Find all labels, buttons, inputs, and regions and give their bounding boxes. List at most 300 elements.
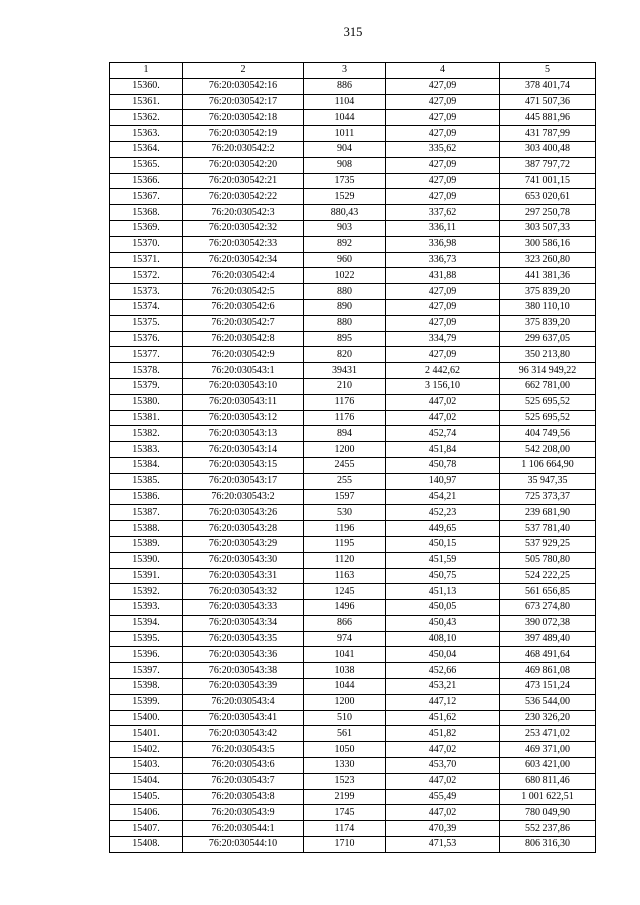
cadastral-value-cell: 741 001,15 xyxy=(500,173,596,189)
specific-value-cell: 427,09 xyxy=(386,157,500,173)
row-number-cell: 15406. xyxy=(110,805,183,821)
cadastral-value-cell: 35 947,35 xyxy=(500,473,596,489)
cadastral-value-cell: 471 507,36 xyxy=(500,94,596,110)
cadastral-value-cell: 542 208,00 xyxy=(500,442,596,458)
cadastral-number-cell: 76:20:030542:32 xyxy=(183,220,304,236)
row-number-cell: 15405. xyxy=(110,789,183,805)
cadastral-value-cell: 469 861,08 xyxy=(500,663,596,679)
cadastral-value-cell: 441 381,36 xyxy=(500,268,596,284)
row-number-cell: 15366. xyxy=(110,173,183,189)
cadastral-value-cell: 561 656,85 xyxy=(500,584,596,600)
table-row xyxy=(110,679,596,695)
cadastral-number-cell: 76:20:030542:8 xyxy=(183,331,304,347)
area-cell: 1330 xyxy=(304,758,386,774)
area-cell: 974 xyxy=(304,631,386,647)
table-row xyxy=(110,742,596,758)
row-number-cell: 15402. xyxy=(110,742,183,758)
row-number-cell: 15395. xyxy=(110,631,183,647)
area-cell: 1195 xyxy=(304,536,386,552)
cadastral-number-cell: 76:20:030542:34 xyxy=(183,252,304,268)
row-number-cell: 15407. xyxy=(110,821,183,837)
row-number-cell: 15371. xyxy=(110,252,183,268)
table-row xyxy=(110,394,596,410)
area-cell: 1597 xyxy=(304,489,386,505)
cadastral-number-cell: 76:20:030543:4 xyxy=(183,694,304,710)
cadastral-number-cell: 76:20:030542:5 xyxy=(183,284,304,300)
row-number-cell: 15391. xyxy=(110,568,183,584)
specific-value-cell: 447,02 xyxy=(386,410,500,426)
table-row xyxy=(110,805,596,821)
table-row xyxy=(110,789,596,805)
cadastral-value-cell: 725 373,37 xyxy=(500,489,596,505)
cadastral-value-cell: 806 316,30 xyxy=(500,837,596,853)
row-number-cell: 15392. xyxy=(110,584,183,600)
row-number-cell: 15387. xyxy=(110,505,183,521)
cadastral-number-cell: 76:20:030543:29 xyxy=(183,536,304,552)
table-row xyxy=(110,252,596,268)
area-cell: 904 xyxy=(304,141,386,157)
table-row xyxy=(110,220,596,236)
row-number-cell: 15361. xyxy=(110,94,183,110)
specific-value-cell: 427,09 xyxy=(386,347,500,363)
specific-value-cell: 427,09 xyxy=(386,299,500,315)
area-cell: 886 xyxy=(304,78,386,94)
specific-value-cell: 452,74 xyxy=(386,426,500,442)
cadastral-number-cell: 76:20:030542:18 xyxy=(183,110,304,126)
area-cell: 530 xyxy=(304,505,386,521)
table-row xyxy=(110,331,596,347)
cadastral-value-cell: 380 110,10 xyxy=(500,299,596,315)
cadastral-value-cell: 323 260,80 xyxy=(500,252,596,268)
specific-value-cell: 427,09 xyxy=(386,173,500,189)
specific-value-cell: 336,73 xyxy=(386,252,500,268)
specific-value-cell: 450,75 xyxy=(386,568,500,584)
cadastral-number-cell: 76:20:030543:34 xyxy=(183,615,304,631)
cadastral-number-cell: 76:20:030543:32 xyxy=(183,584,304,600)
row-number-cell: 15398. xyxy=(110,679,183,695)
table-row xyxy=(110,694,596,710)
table-row xyxy=(110,505,596,521)
row-number-cell: 15373. xyxy=(110,284,183,300)
area-cell: 1038 xyxy=(304,663,386,679)
area-cell: 1523 xyxy=(304,773,386,789)
cadastral-number-cell: 76:20:030543:39 xyxy=(183,679,304,695)
cadastral-value-cell: 662 781,00 xyxy=(500,378,596,394)
area-cell: 1163 xyxy=(304,568,386,584)
area-cell: 903 xyxy=(304,220,386,236)
cadastral-value-cell: 524 222,25 xyxy=(500,568,596,584)
cadastral-value-cell: 350 213,80 xyxy=(500,347,596,363)
table-row xyxy=(110,284,596,300)
table-row xyxy=(110,94,596,110)
cadastral-number-cell: 76:20:030543:17 xyxy=(183,473,304,489)
row-number-cell: 15384. xyxy=(110,457,183,473)
area-cell: 880 xyxy=(304,284,386,300)
cadastral-number-cell: 76:20:030543:11 xyxy=(183,394,304,410)
area-cell: 2455 xyxy=(304,457,386,473)
area-cell: 820 xyxy=(304,347,386,363)
specific-value-cell: 334,79 xyxy=(386,331,500,347)
cadastral-value-cell: 303 400,48 xyxy=(500,141,596,157)
specific-value-cell: 451,62 xyxy=(386,710,500,726)
area-cell: 1245 xyxy=(304,584,386,600)
row-number-cell: 15375. xyxy=(110,315,183,331)
table-row xyxy=(110,710,596,726)
table-row xyxy=(110,663,596,679)
specific-value-cell: 447,02 xyxy=(386,394,500,410)
cadastral-number-cell: 76:20:030542:2 xyxy=(183,141,304,157)
area-cell: 1200 xyxy=(304,694,386,710)
specific-value-cell: 427,09 xyxy=(386,94,500,110)
area-cell: 561 xyxy=(304,726,386,742)
row-number-cell: 15382. xyxy=(110,426,183,442)
cadastral-number-cell: 76:20:030542:16 xyxy=(183,78,304,94)
column-header: 1 xyxy=(110,63,183,79)
specific-value-cell: 470,39 xyxy=(386,821,500,837)
table-row xyxy=(110,600,596,616)
specific-value-cell: 336,98 xyxy=(386,236,500,252)
specific-value-cell: 447,02 xyxy=(386,742,500,758)
specific-value-cell: 336,11 xyxy=(386,220,500,236)
table-row xyxy=(110,773,596,789)
area-cell: 895 xyxy=(304,331,386,347)
cadastral-number-cell: 76:20:030543:2 xyxy=(183,489,304,505)
table-row xyxy=(110,110,596,126)
cadastral-number-cell: 76:20:030543:41 xyxy=(183,710,304,726)
table-row xyxy=(110,173,596,189)
cadastral-number-cell: 76:20:030542:20 xyxy=(183,157,304,173)
cadastral-value-cell: 253 471,02 xyxy=(500,726,596,742)
area-cell: 510 xyxy=(304,710,386,726)
row-number-cell: 15386. xyxy=(110,489,183,505)
row-number-cell: 15376. xyxy=(110,331,183,347)
area-cell: 1011 xyxy=(304,126,386,142)
row-number-cell: 15394. xyxy=(110,615,183,631)
row-number-cell: 15396. xyxy=(110,647,183,663)
cadastral-value-cell: 230 326,20 xyxy=(500,710,596,726)
row-number-cell: 15389. xyxy=(110,536,183,552)
cadastral-number-cell: 76:20:030543:31 xyxy=(183,568,304,584)
table-row xyxy=(110,631,596,647)
cadastral-value-cell: 239 681,90 xyxy=(500,505,596,521)
specific-value-cell: 140,97 xyxy=(386,473,500,489)
area-cell: 1104 xyxy=(304,94,386,110)
specific-value-cell: 427,09 xyxy=(386,315,500,331)
specific-value-cell: 455,49 xyxy=(386,789,500,805)
table-row xyxy=(110,410,596,426)
row-number-cell: 15381. xyxy=(110,410,183,426)
cadastral-value-table xyxy=(109,62,596,853)
row-number-cell: 15363. xyxy=(110,126,183,142)
row-number-cell: 15403. xyxy=(110,758,183,774)
area-cell: 1745 xyxy=(304,805,386,821)
cadastral-value-cell: 673 274,80 xyxy=(500,600,596,616)
row-number-cell: 15365. xyxy=(110,157,183,173)
specific-value-cell: 408,10 xyxy=(386,631,500,647)
column-header: 5 xyxy=(500,63,596,79)
cadastral-number-cell: 76:20:030542:6 xyxy=(183,299,304,315)
cadastral-value-cell: 404 749,56 xyxy=(500,426,596,442)
row-number-cell: 15364. xyxy=(110,141,183,157)
row-number-cell: 15400. xyxy=(110,710,183,726)
cadastral-number-cell: 76:20:030543:10 xyxy=(183,378,304,394)
row-number-cell: 15404. xyxy=(110,773,183,789)
row-number-cell: 15372. xyxy=(110,268,183,284)
table-row xyxy=(110,315,596,331)
table-row xyxy=(110,378,596,394)
specific-value-cell: 427,09 xyxy=(386,126,500,142)
cadastral-value-cell: 390 072,38 xyxy=(500,615,596,631)
area-cell: 1044 xyxy=(304,679,386,695)
specific-value-cell: 450,15 xyxy=(386,536,500,552)
cadastral-number-cell: 76:20:030542:17 xyxy=(183,94,304,110)
cadastral-value-cell: 780 049,90 xyxy=(500,805,596,821)
area-cell: 960 xyxy=(304,252,386,268)
area-cell: 908 xyxy=(304,157,386,173)
specific-value-cell: 452,66 xyxy=(386,663,500,679)
table-row xyxy=(110,268,596,284)
table-row xyxy=(110,347,596,363)
cadastral-value-cell: 397 489,40 xyxy=(500,631,596,647)
cadastral-number-cell: 76:20:030543:26 xyxy=(183,505,304,521)
specific-value-cell: 449,65 xyxy=(386,521,500,537)
area-cell: 1529 xyxy=(304,189,386,205)
table-row xyxy=(110,584,596,600)
table-row xyxy=(110,236,596,252)
cadastral-value-cell: 505 780,80 xyxy=(500,552,596,568)
page-number: 315 xyxy=(343,25,363,39)
area-cell: 1196 xyxy=(304,521,386,537)
table-row xyxy=(110,457,596,473)
column-header: 3 xyxy=(304,63,386,79)
specific-value-cell: 447,12 xyxy=(386,694,500,710)
specific-value-cell: 427,09 xyxy=(386,284,500,300)
cadastral-number-cell: 76:20:030543:33 xyxy=(183,600,304,616)
row-number-cell: 15362. xyxy=(110,110,183,126)
area-cell: 1041 xyxy=(304,647,386,663)
cadastral-number-cell: 76:20:030542:21 xyxy=(183,173,304,189)
area-cell: 892 xyxy=(304,236,386,252)
specific-value-cell: 3 156,10 xyxy=(386,378,500,394)
cadastral-value-cell: 603 421,00 xyxy=(500,758,596,774)
table-row xyxy=(110,157,596,173)
cadastral-number-cell: 76:20:030543:42 xyxy=(183,726,304,742)
cadastral-number-cell: 76:20:030543:15 xyxy=(183,457,304,473)
cadastral-value-cell: 375 839,20 xyxy=(500,284,596,300)
table-row xyxy=(110,647,596,663)
row-number-cell: 15374. xyxy=(110,299,183,315)
cadastral-value-cell: 525 695,52 xyxy=(500,410,596,426)
specific-value-cell: 335,62 xyxy=(386,141,500,157)
table-row xyxy=(110,521,596,537)
cadastral-number-cell: 76:20:030543:1 xyxy=(183,363,304,379)
table-row xyxy=(110,615,596,631)
area-cell: 2199 xyxy=(304,789,386,805)
row-number-cell: 15383. xyxy=(110,442,183,458)
row-number-cell: 15390. xyxy=(110,552,183,568)
area-cell: 866 xyxy=(304,615,386,631)
cadastral-number-cell: 76:20:030543:38 xyxy=(183,663,304,679)
row-number-cell: 15399. xyxy=(110,694,183,710)
area-cell: 1174 xyxy=(304,821,386,837)
table-row xyxy=(110,821,596,837)
cadastral-number-cell: 76:20:030543:35 xyxy=(183,631,304,647)
cadastral-value-cell: 537 781,40 xyxy=(500,521,596,537)
specific-value-cell: 450,78 xyxy=(386,457,500,473)
specific-value-cell: 427,09 xyxy=(386,78,500,94)
area-cell: 880 xyxy=(304,315,386,331)
row-number-cell: 15369. xyxy=(110,220,183,236)
cadastral-number-cell: 76:20:030543:6 xyxy=(183,758,304,774)
area-cell: 39431 xyxy=(304,363,386,379)
area-cell: 210 xyxy=(304,378,386,394)
cadastral-value-cell: 473 151,24 xyxy=(500,679,596,695)
specific-value-cell: 471,53 xyxy=(386,837,500,853)
specific-value-cell: 454,21 xyxy=(386,489,500,505)
column-header: 4 xyxy=(386,63,500,79)
table-row xyxy=(110,473,596,489)
table-row xyxy=(110,126,596,142)
row-number-cell: 15393. xyxy=(110,600,183,616)
cadastral-value-cell: 378 401,74 xyxy=(500,78,596,94)
area-cell: 1200 xyxy=(304,442,386,458)
specific-value-cell: 452,23 xyxy=(386,505,500,521)
specific-value-cell: 450,05 xyxy=(386,600,500,616)
cadastral-value-cell: 1 106 664,90 xyxy=(500,457,596,473)
table-row xyxy=(110,78,596,94)
cadastral-value-cell: 680 811,46 xyxy=(500,773,596,789)
area-cell: 1710 xyxy=(304,837,386,853)
area-cell: 1176 xyxy=(304,410,386,426)
table-row xyxy=(110,442,596,458)
cadastral-number-cell: 76:20:030542:7 xyxy=(183,315,304,331)
column-header: 2 xyxy=(183,63,304,79)
row-number-cell: 15378. xyxy=(110,363,183,379)
specific-value-cell: 337,62 xyxy=(386,205,500,221)
cadastral-number-cell: 76:20:030542:19 xyxy=(183,126,304,142)
area-cell: 894 xyxy=(304,426,386,442)
specific-value-cell: 451,59 xyxy=(386,552,500,568)
area-cell: 1022 xyxy=(304,268,386,284)
cadastral-number-cell: 76:20:030543:36 xyxy=(183,647,304,663)
specific-value-cell: 427,09 xyxy=(386,110,500,126)
row-number-cell: 15385. xyxy=(110,473,183,489)
table-row xyxy=(110,189,596,205)
area-cell: 1735 xyxy=(304,173,386,189)
row-number-cell: 15379. xyxy=(110,378,183,394)
cadastral-value-cell: 375 839,20 xyxy=(500,315,596,331)
specific-value-cell: 453,70 xyxy=(386,758,500,774)
table-row xyxy=(110,205,596,221)
table-row xyxy=(110,758,596,774)
specific-value-cell: 451,84 xyxy=(386,442,500,458)
cadastral-value-cell: 552 237,86 xyxy=(500,821,596,837)
cadastral-number-cell: 76:20:030543:8 xyxy=(183,789,304,805)
table-row xyxy=(110,299,596,315)
cadastral-value-cell: 445 881,96 xyxy=(500,110,596,126)
cadastral-value-cell: 525 695,52 xyxy=(500,394,596,410)
area-cell: 890 xyxy=(304,299,386,315)
cadastral-number-cell: 76:20:030543:13 xyxy=(183,426,304,442)
table-row xyxy=(110,837,596,853)
table-row xyxy=(110,726,596,742)
specific-value-cell: 447,02 xyxy=(386,805,500,821)
cadastral-value-cell: 96 314 949,22 xyxy=(500,363,596,379)
cadastral-number-cell: 76:20:030542:4 xyxy=(183,268,304,284)
row-number-cell: 15370. xyxy=(110,236,183,252)
specific-value-cell: 453,21 xyxy=(386,679,500,695)
row-number-cell: 15377. xyxy=(110,347,183,363)
cadastral-number-cell: 76:20:030544:10 xyxy=(183,837,304,853)
cadastral-value-cell: 536 544,00 xyxy=(500,694,596,710)
specific-value-cell: 431,88 xyxy=(386,268,500,284)
row-number-cell: 15397. xyxy=(110,663,183,679)
row-number-cell: 15368. xyxy=(110,205,183,221)
specific-value-cell: 2 442,62 xyxy=(386,363,500,379)
cadastral-number-cell: 76:20:030542:9 xyxy=(183,347,304,363)
cadastral-number-cell: 76:20:030542:3 xyxy=(183,205,304,221)
cadastral-number-cell: 76:20:030543:14 xyxy=(183,442,304,458)
area-cell: 255 xyxy=(304,473,386,489)
area-cell: 880,43 xyxy=(304,205,386,221)
cadastral-value-cell: 1 001 622,51 xyxy=(500,789,596,805)
area-cell: 1050 xyxy=(304,742,386,758)
cadastral-number-cell: 76:20:030544:1 xyxy=(183,821,304,837)
cadastral-value-cell: 537 929,25 xyxy=(500,536,596,552)
table-body xyxy=(110,78,596,852)
cadastral-value-cell: 468 491,64 xyxy=(500,647,596,663)
cadastral-value-cell: 387 797,72 xyxy=(500,157,596,173)
cadastral-number-cell: 76:20:030543:5 xyxy=(183,742,304,758)
row-number-cell: 15380. xyxy=(110,394,183,410)
table-header-row xyxy=(110,63,596,79)
area-cell: 1120 xyxy=(304,552,386,568)
table-row xyxy=(110,363,596,379)
specific-value-cell: 447,02 xyxy=(386,773,500,789)
cadastral-number-cell: 76:20:030542:22 xyxy=(183,189,304,205)
cadastral-value-cell: 469 371,00 xyxy=(500,742,596,758)
cadastral-number-cell: 76:20:030543:30 xyxy=(183,552,304,568)
row-number-cell: 15360. xyxy=(110,78,183,94)
row-number-cell: 15367. xyxy=(110,189,183,205)
table-row xyxy=(110,552,596,568)
cadastral-value-cell: 299 637,05 xyxy=(500,331,596,347)
cadastral-value-cell: 297 250,78 xyxy=(500,205,596,221)
specific-value-cell: 450,43 xyxy=(386,615,500,631)
cadastral-number-cell: 76:20:030542:33 xyxy=(183,236,304,252)
specific-value-cell: 450,04 xyxy=(386,647,500,663)
cadastral-number-cell: 76:20:030543:9 xyxy=(183,805,304,821)
table-row xyxy=(110,489,596,505)
cadastral-value-cell: 303 507,33 xyxy=(500,220,596,236)
specific-value-cell: 451,82 xyxy=(386,726,500,742)
cadastral-value-cell: 431 787,99 xyxy=(500,126,596,142)
area-cell: 1496 xyxy=(304,600,386,616)
table-row xyxy=(110,536,596,552)
cadastral-number-cell: 76:20:030543:28 xyxy=(183,521,304,537)
row-number-cell: 15388. xyxy=(110,521,183,537)
cadastral-number-cell: 76:20:030543:12 xyxy=(183,410,304,426)
specific-value-cell: 451,13 xyxy=(386,584,500,600)
specific-value-cell: 427,09 xyxy=(386,189,500,205)
table-row xyxy=(110,426,596,442)
row-number-cell: 15401. xyxy=(110,726,183,742)
table-row xyxy=(110,141,596,157)
cadastral-value-cell: 653 020,61 xyxy=(500,189,596,205)
row-number-cell: 15408. xyxy=(110,837,183,853)
cadastral-number-cell: 76:20:030543:7 xyxy=(183,773,304,789)
area-cell: 1176 xyxy=(304,394,386,410)
